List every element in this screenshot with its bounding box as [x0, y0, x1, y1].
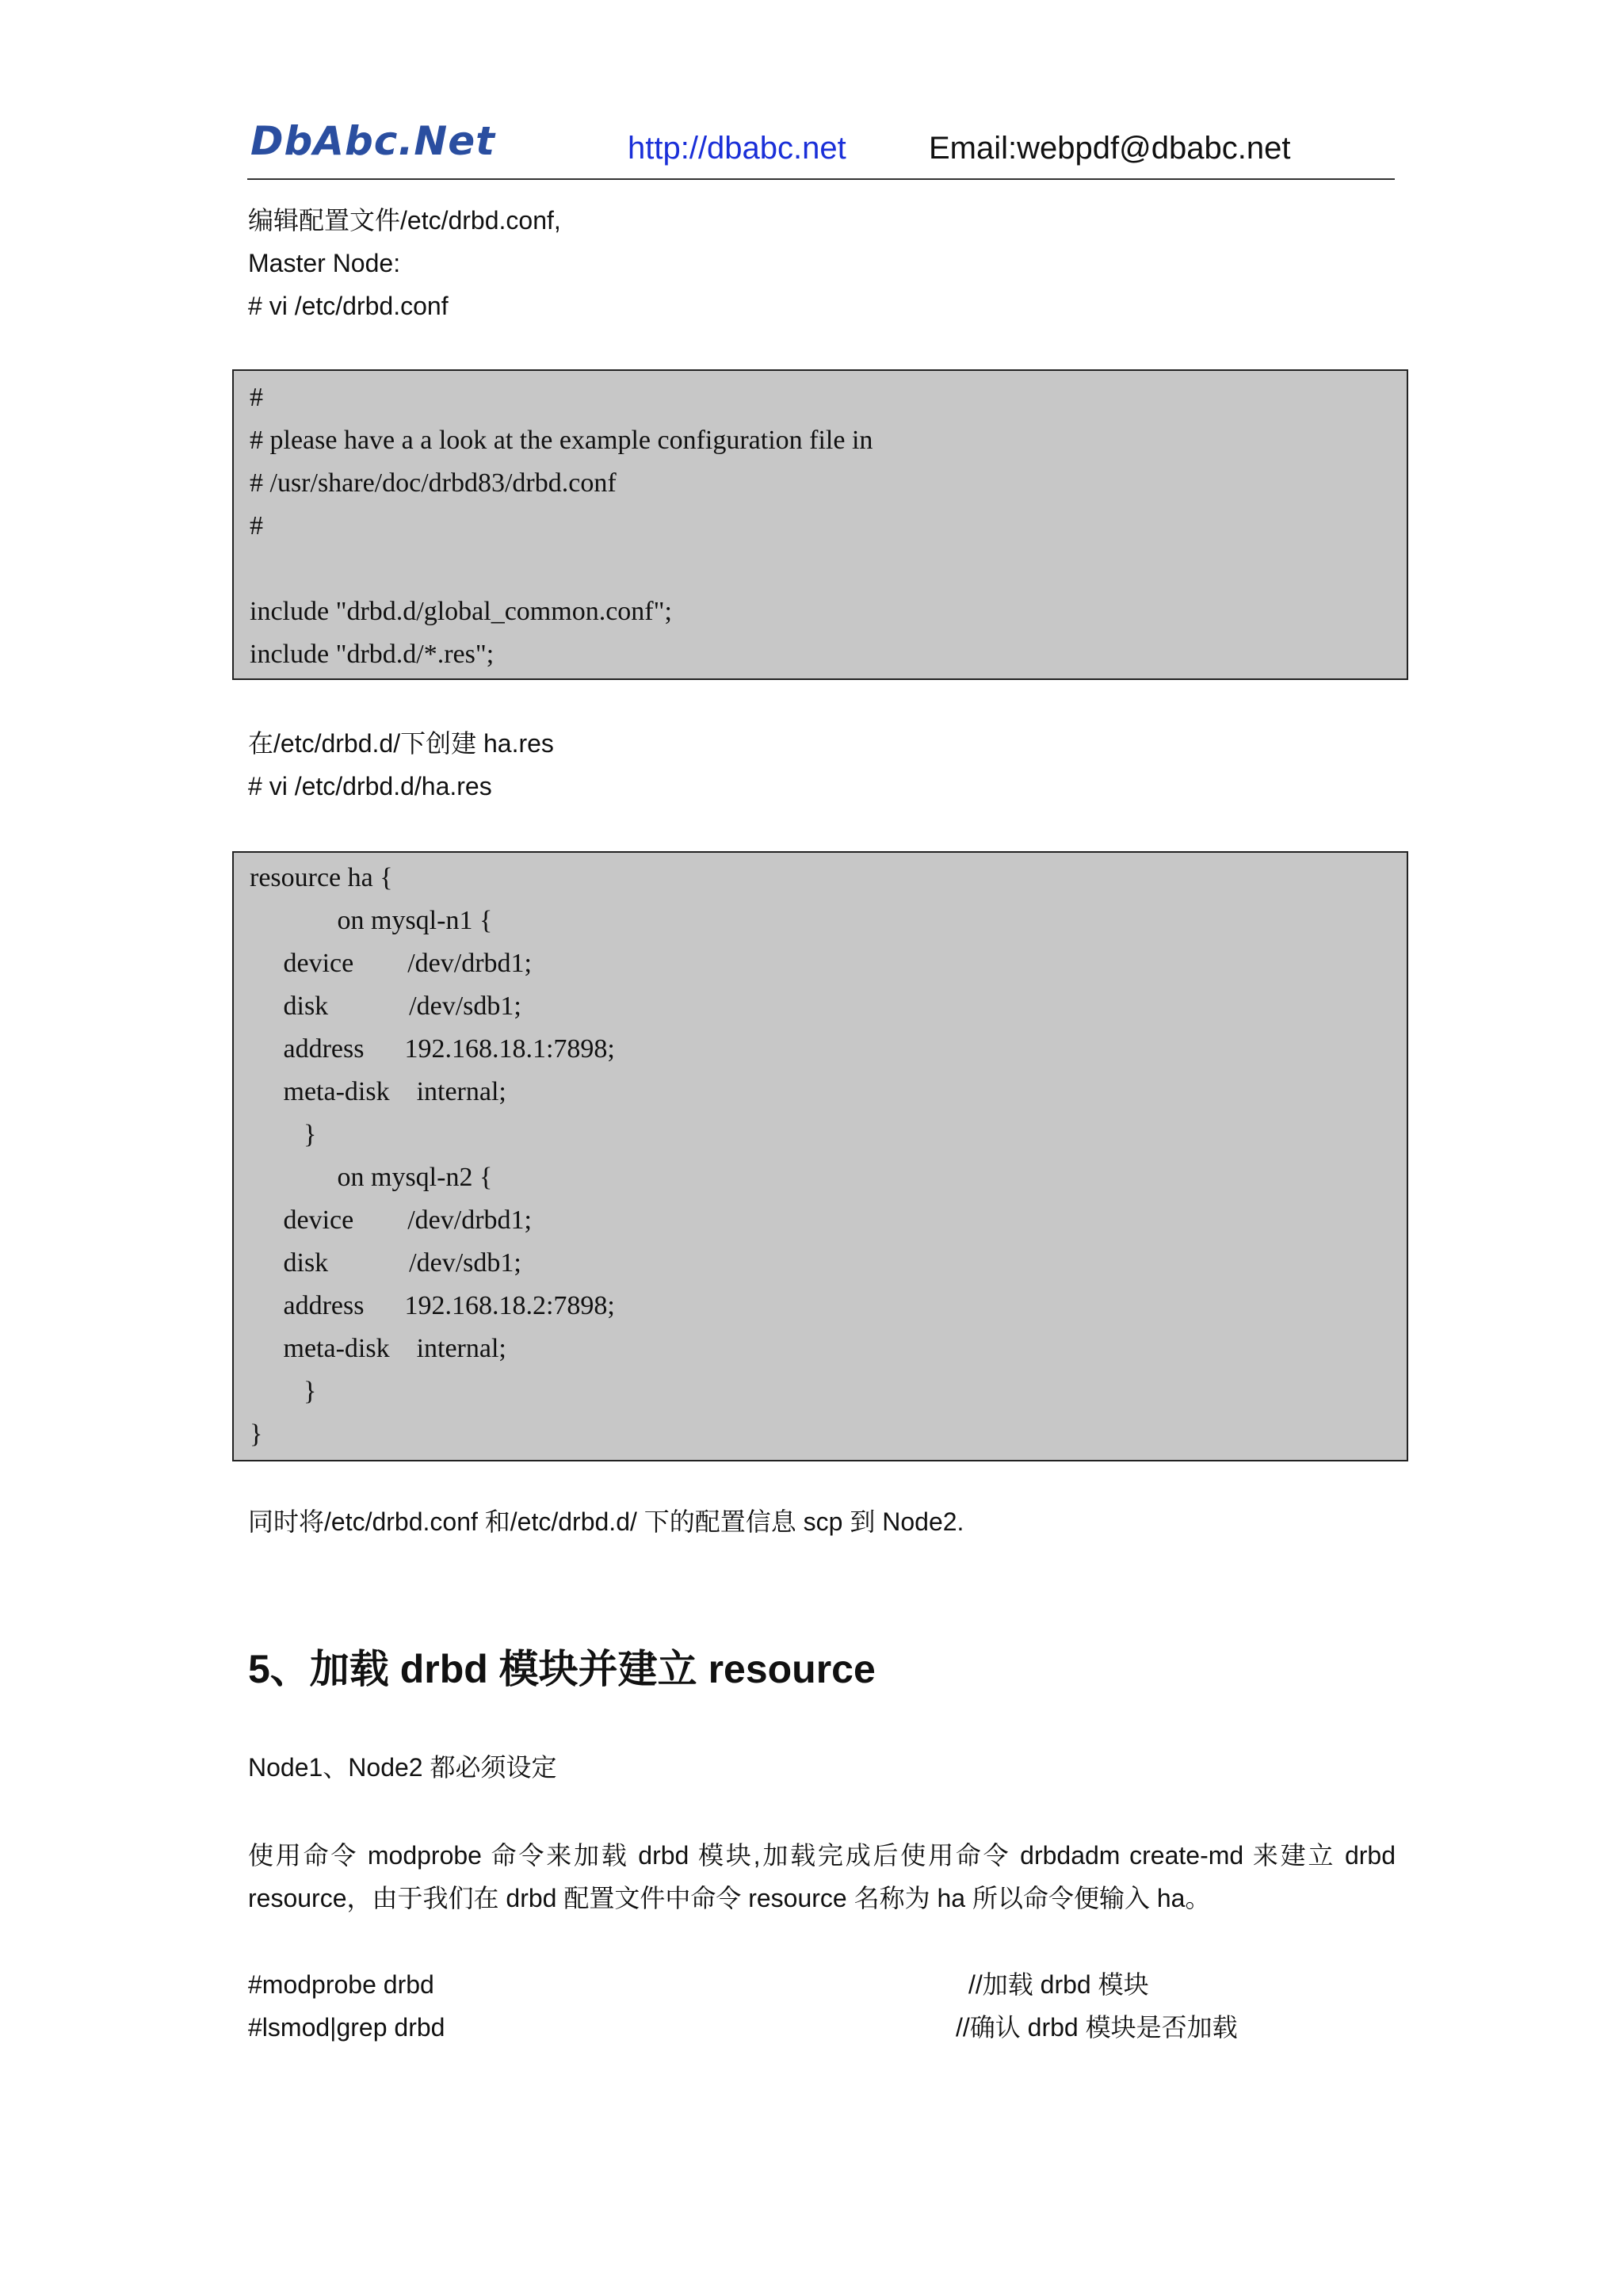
section-note: Node1、Node2 都必须设定: [248, 1753, 557, 1782]
intro-line-1: 编辑配置文件/etc/drbd.conf,: [248, 206, 561, 235]
header-divider: [247, 178, 1395, 180]
mid-line-1: 在/etc/drbd.d/下创建 ha.res: [248, 729, 554, 758]
code-line: device /dev/drbd1;: [250, 1205, 532, 1235]
code-line: meta-disk internal;: [250, 1334, 506, 1363]
page-header: [247, 119, 1395, 179]
code-block-drbd-conf: [232, 369, 1408, 680]
code-line: }: [250, 1120, 317, 1149]
after-code-note: 同时将/etc/drbd.conf 和/etc/drbd.d/ 下的配置信息 scp 到 Node2.: [248, 1507, 964, 1536]
code-line: include "drbd.d/*.res";: [250, 640, 495, 669]
code-line: device /dev/drbd1;: [250, 949, 532, 978]
code-line: # please have a a look at the example configuration file in: [250, 426, 873, 455]
section-paragraph: 使用命令 modprobe 命令来加载 drbd 模块,加载完成后使用命令 drbdadm create-md 来建立 drbd resource，由于我们在 drbd 配置文件中命令 resource 名称为 ha 所以命令便输入 ha。: [248, 1841, 1396, 1912]
code-line: #: [250, 383, 263, 412]
command-modprobe-comment: //加载 drbd 模块: [968, 1970, 1149, 1999]
intro-line-2: Master Node:: [248, 249, 401, 277]
code-line: #: [250, 511, 263, 541]
code-line: meta-disk internal;: [250, 1077, 506, 1106]
command-lsmod: #lsmod|grep drbd: [248, 2013, 445, 2042]
code-line: disk /dev/sdb1;: [250, 1248, 521, 1278]
header-url-link[interactable]: http://dbabc.net: [628, 131, 846, 166]
header-email: Email:webpdf@dbabc.net: [929, 131, 1291, 166]
code-line: }: [250, 1419, 263, 1449]
code-line: on mysql-n1 {: [250, 906, 493, 935]
code-line: }: [250, 1377, 317, 1406]
intro-line-3: # vi /etc/drbd.conf: [248, 292, 449, 320]
command-modprobe: #modprobe drbd: [248, 1970, 434, 1999]
command-lsmod-comment: //确认 drbd 模块是否加载: [956, 2013, 1238, 2042]
mid-line-2: # vi /etc/drbd.d/ha.res: [248, 772, 492, 800]
code-line: include "drbd.d/global_common.conf";: [250, 597, 672, 626]
site-logo: DbAbc.Net: [250, 118, 496, 164]
code-line: address 192.168.18.1:7898;: [250, 1034, 615, 1064]
code-line: # /usr/share/doc/drbd83/drbd.conf: [250, 468, 617, 498]
code-line: address 192.168.18.2:7898;: [250, 1291, 615, 1320]
code-line: on mysql-n2 {: [250, 1163, 493, 1192]
code-block-ha-res: [232, 851, 1408, 1461]
code-line: disk /dev/sdb1;: [250, 991, 521, 1021]
code-line: resource ha {: [250, 863, 393, 892]
section-heading: 5、加载 drbd 模块并建立 resource: [248, 1647, 876, 1691]
